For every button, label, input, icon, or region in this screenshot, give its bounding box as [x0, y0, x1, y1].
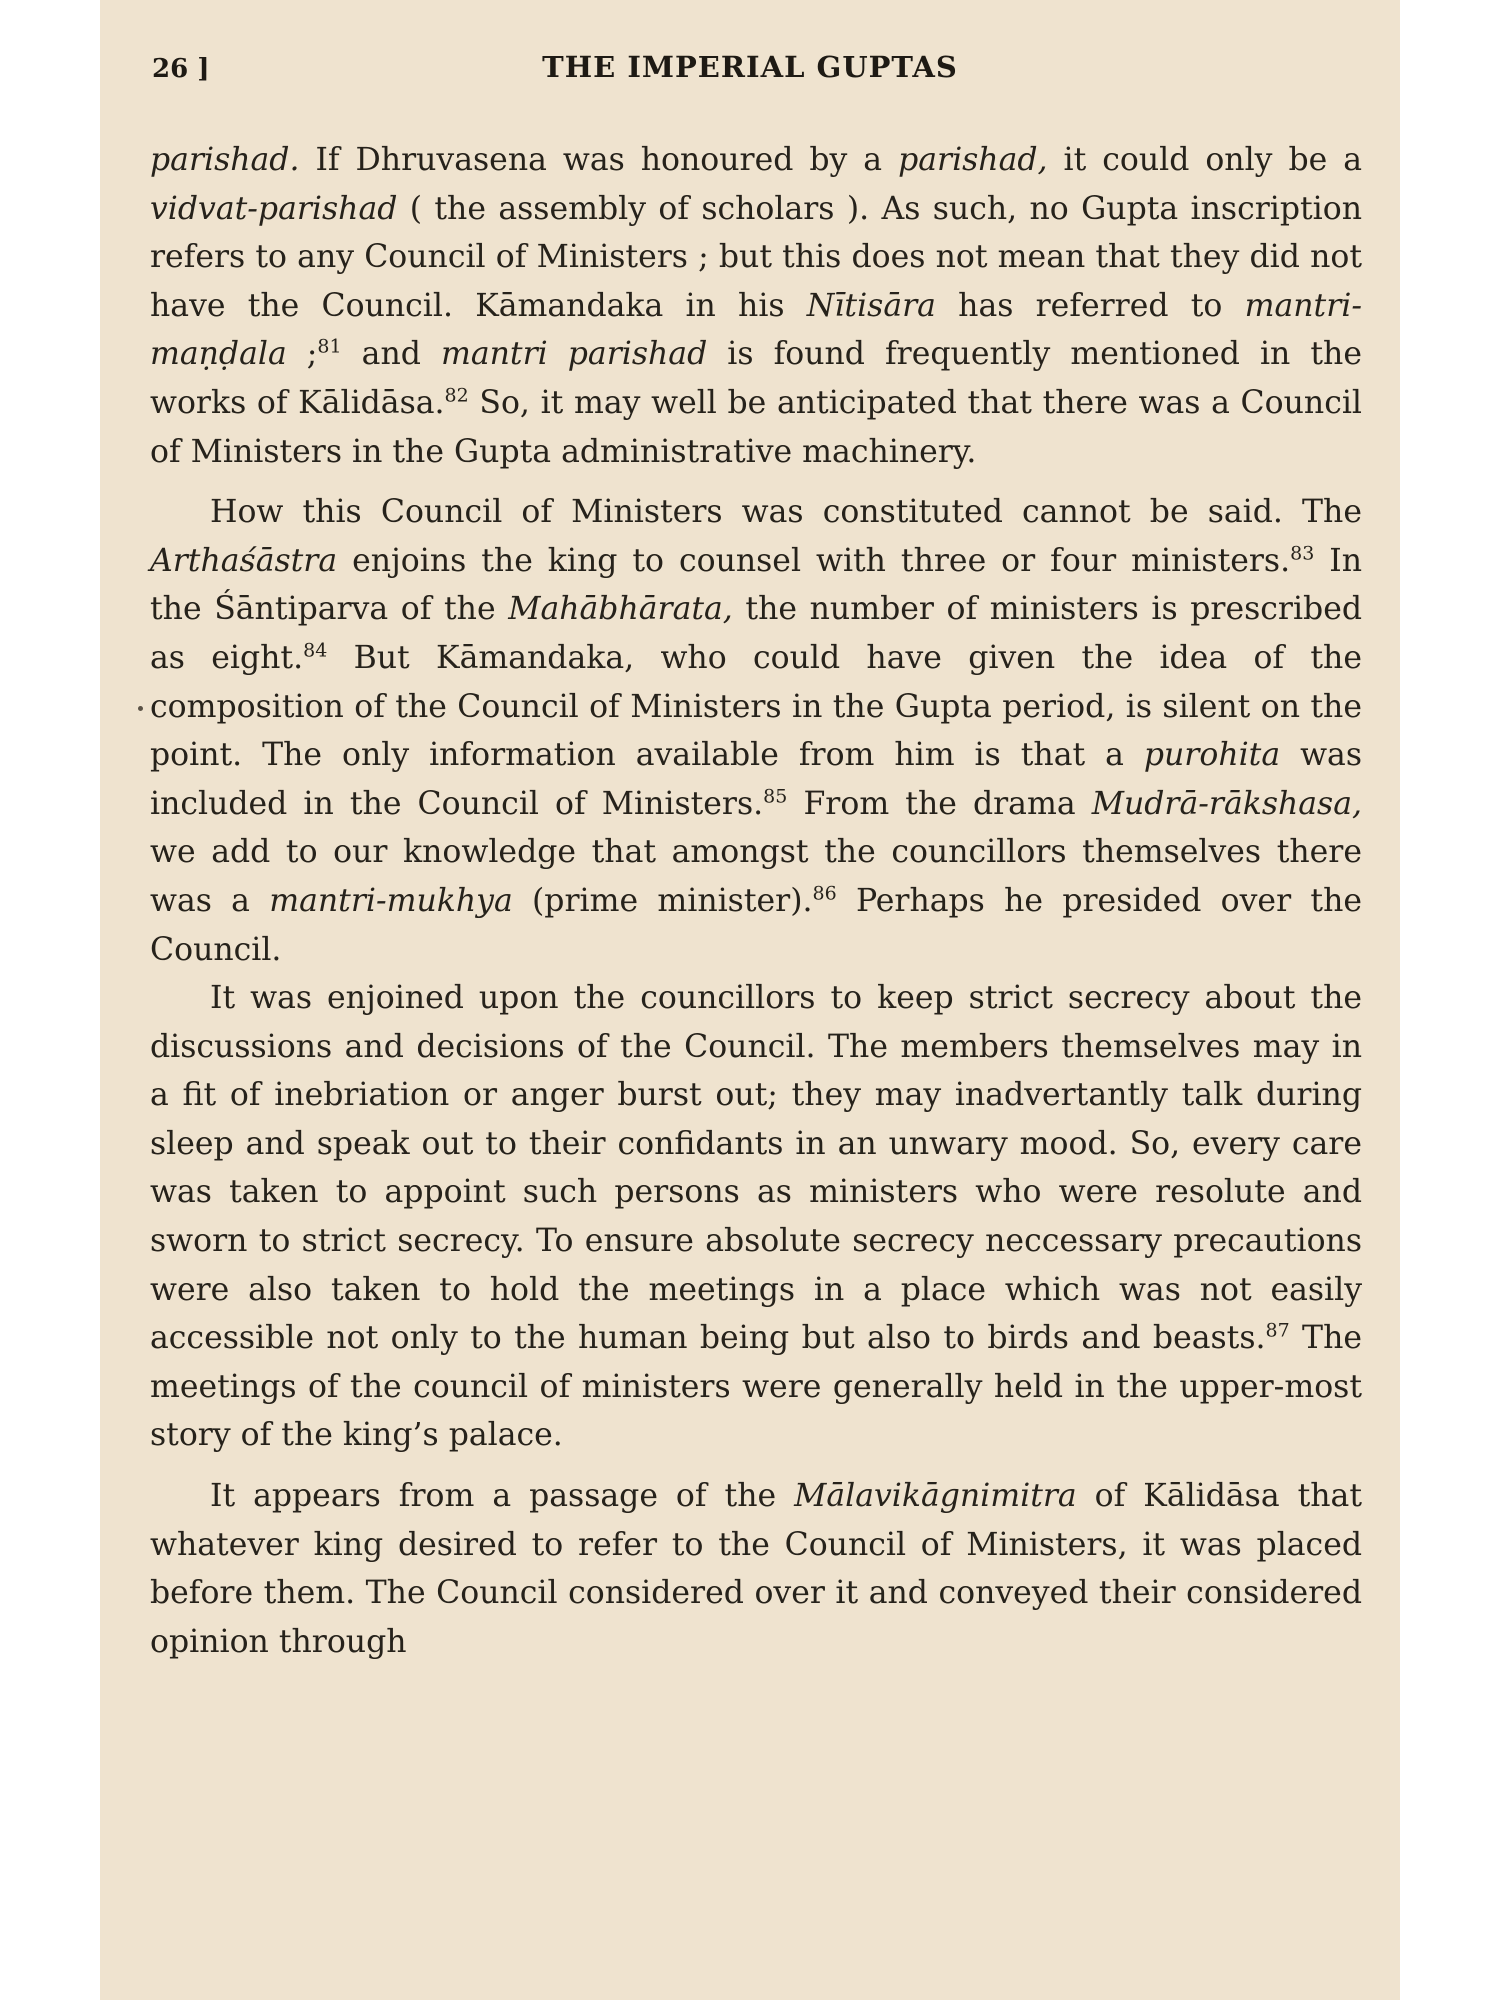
text-run: From the drama — [787, 785, 1092, 822]
text-run: In the Śāntiparva of the — [150, 542, 1362, 628]
footnote-ref: 87 — [1265, 1319, 1290, 1342]
footnote-ref: 85 — [763, 785, 788, 808]
term-italic: mantri parishad — [440, 336, 708, 373]
text-run: (prime minister). — [512, 882, 813, 919]
text-run: is found frequently mentioned in the works of Kālidāsa. — [150, 336, 1362, 421]
text-run: it could only be a — [1047, 142, 1362, 178]
footnote-ref: 81 — [317, 335, 342, 358]
term-italic: parishad, — [898, 142, 1048, 178]
term-italic: Mudrā-rākshasa, — [1091, 785, 1363, 822]
text-run: Perhaps he presided over the Council. — [150, 882, 1362, 968]
footnote-ref: 83 — [1290, 542, 1315, 565]
text-run: of Kālidāsa that whatever king desired to refer to the Council of Ministers, it was placed before them. The Council considered over it and conveyed their considered opinion through — [150, 1478, 1362, 1660]
text-run: ; — [286, 336, 318, 373]
text-run: The meetings of the council of ministers were generally held in the upper-most story of the king’s palace. — [150, 1320, 1362, 1454]
term-italic: Nītisāra — [806, 287, 936, 324]
term-italic: Arthaśāstra — [150, 542, 338, 579]
text-run: ( the assembly of scholars ). As such, no Gupta inscription refers to any Council of Ministers ; but this does not mean that they did not have the Council. Kāmandaka in his — [150, 190, 1362, 324]
text-run: But Kāmandaka, who could have given the idea of the composition of the Council of Ministers in the Gupta period, is silent on the point. The only information available from him is that a — [150, 639, 1362, 774]
paragraph-3 — [150, 974, 1362, 1460]
term-italic: mantri-maṇḍala — [150, 287, 1362, 373]
text-run: and — [341, 336, 441, 373]
text-run: enjoins the king to counsel with three or four ministers. — [337, 542, 1291, 579]
paragraph-1 — [150, 136, 1362, 476]
footnote-ref: 84 — [303, 639, 328, 662]
running-title: THE IMPERIAL GUPTAS — [542, 50, 958, 84]
body-text — [150, 136, 1362, 1666]
text-run: the number of ministers is prescribed as eight. — [150, 591, 1363, 676]
paragraph-2 — [150, 488, 1362, 974]
term-italic: purohita — [1143, 737, 1281, 774]
page-header — [100, 44, 1400, 94]
text-run: It appears from a passage of the — [210, 1478, 795, 1515]
term-italic: Mālavikāgnimitra — [794, 1478, 1077, 1515]
margin-mark — [138, 706, 143, 711]
text-run: was included in the Council of Ministers. — [150, 737, 1362, 822]
term-italic: vidvat-parishad — [150, 190, 398, 227]
book-page — [100, 0, 1400, 2000]
text-run: How this Council of Ministers was constituted cannot be said. The — [210, 494, 1362, 531]
term-italic: Mahābhārata, — [508, 591, 733, 628]
footnote-ref: 82 — [444, 384, 469, 407]
footnote-ref: 86 — [812, 882, 837, 905]
term-italic: mantri-mukhya — [269, 882, 513, 919]
term-italic: parishad. — [150, 142, 300, 178]
text-run: has referred to — [935, 287, 1245, 324]
text-run: If Dhruvasena was honoured by a — [299, 142, 899, 178]
paragraph-4 — [150, 1472, 1362, 1666]
text-run: It was enjoined upon the councillors to keep strict secrecy about the discussions and decisions of the Council. The members themselves may in a fit of inebriation or anger burst out; they may inadvertantly talk during sleep and speak out to their confidants in an unwary mood. So, every care was taken to appoint such persons as ministers who were resolute and sworn to strict secrecy. To ensure absolute secrecy neccessary precautions were also taken to hold the meetings in a place which was not easily accessible not only to the human being but also to birds and beasts. — [150, 980, 1362, 1357]
text-run: we add to our knowledge that amongst the councillors themselves there was a — [150, 834, 1362, 919]
page-number: 26 ] — [152, 54, 210, 84]
text-run: So, it may well be anticipated that there was a Council of Ministers in the Gupta administrative machinery. — [150, 384, 1362, 470]
